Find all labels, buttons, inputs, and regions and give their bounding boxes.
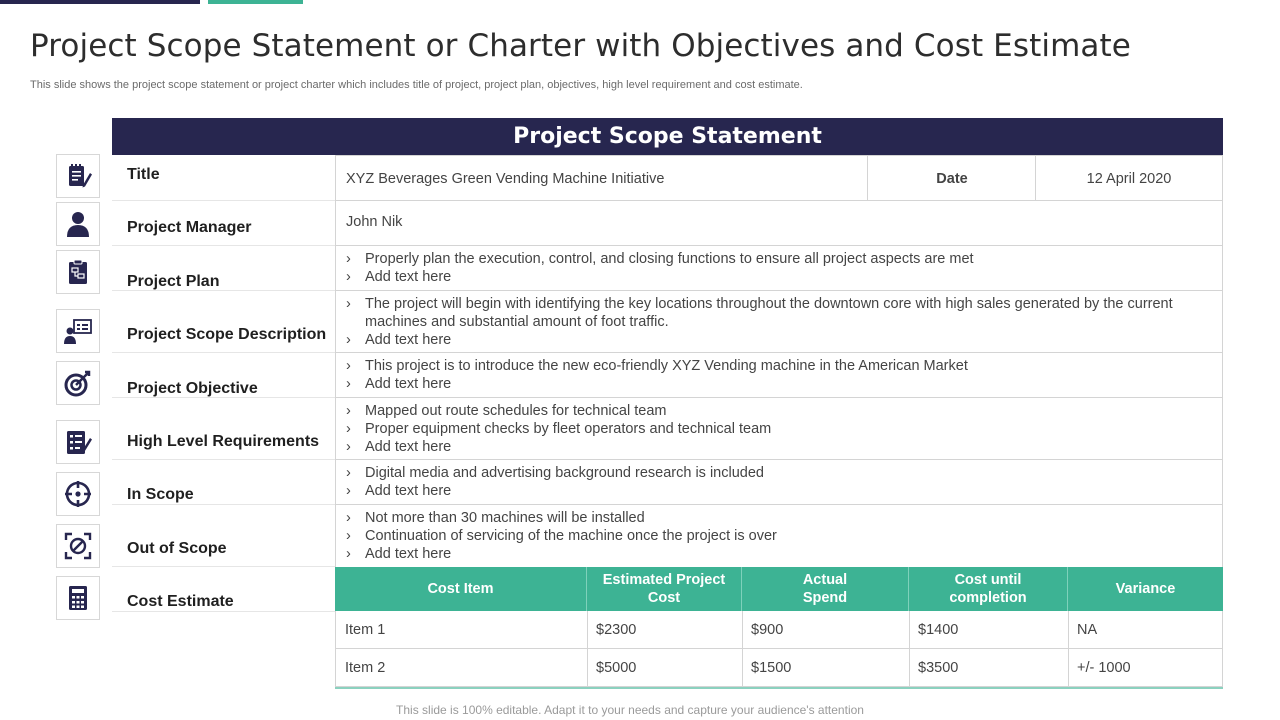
clipboard-icon [56, 250, 100, 294]
title-row [335, 155, 1223, 201]
label-divider [112, 245, 335, 246]
cost-cell: NA [1077, 621, 1098, 638]
cost-header-cell: Cost Item [427, 581, 494, 597]
top-accent-bar-teal [208, 0, 303, 4]
label-divider [112, 352, 335, 353]
list-item: › Proper equipment checks by fleet operators and technical team [346, 420, 1222, 438]
label-divider [112, 611, 335, 612]
label-divider [112, 504, 335, 505]
list-item: › Add text here [346, 331, 1192, 349]
cost-table-bottom-rule [335, 687, 1223, 689]
label-project-objective: Project Objective [127, 380, 258, 397]
date-value: 12 April 2020 [1086, 170, 1172, 187]
label-divider [112, 566, 335, 567]
objective-row [335, 352, 1223, 398]
cost-cell: Item 1 [345, 621, 386, 638]
notepad-icon [56, 154, 100, 198]
label-project-plan: Project Plan [127, 273, 220, 290]
label-divider [112, 459, 335, 460]
label-in-scope: In Scope [127, 486, 194, 503]
person-icon [56, 202, 100, 246]
label-title: Title [127, 166, 160, 183]
requirements-row [335, 397, 1223, 460]
out-of-scope-row [335, 504, 1223, 567]
cost-header-cell: Cost until completion [949, 572, 1027, 606]
cost-table-header [335, 567, 1223, 611]
label-cost-estimate: Cost Estimate [127, 593, 234, 610]
manager-row [335, 200, 1223, 246]
project-title-value: XYZ Beverages Green Vending Machine Initiative [346, 170, 665, 187]
cost-cell: $2300 [596, 621, 637, 638]
cost-cell: $1400 [918, 621, 959, 638]
list-item: › Add text here [346, 545, 1222, 563]
project-manager-value: John Nik [346, 214, 403, 230]
list-item: › Add text here [346, 375, 1222, 393]
target-icon [56, 361, 100, 405]
page-title: Project Scope Statement or Charter with Objectives and Cost Estimate [30, 28, 1131, 64]
checklist-icon [56, 420, 100, 464]
scope-description-row [335, 290, 1223, 353]
cost-cell: Item 2 [345, 659, 386, 676]
label-divider [112, 397, 335, 398]
plan-row [335, 245, 1223, 291]
top-accent-bar-navy [0, 0, 200, 4]
cost-table-row [335, 649, 1223, 687]
label-project-manager: Project Manager [127, 219, 252, 236]
cost-cell: $1500 [751, 659, 792, 676]
list-item: › Digital media and advertising background research is included [346, 464, 1222, 482]
list-item: › Mapped out route schedules for technical team [346, 402, 1222, 420]
list-item: › Add text here [346, 482, 1222, 500]
cost-cell: +/- 1000 [1077, 659, 1131, 676]
cost-header-cell: Actual Spend [802, 572, 848, 606]
cost-cell: $5000 [596, 659, 637, 676]
label-out-of-scope: Out of Scope [127, 540, 227, 557]
label-project-scope-description: Project Scope Description [127, 326, 327, 343]
table-title: Project Scope Statement [112, 118, 1223, 155]
no-entry-icon [56, 524, 100, 568]
label-high-level-requirements: High Level Requirements [127, 433, 320, 450]
presentation-icon [56, 309, 100, 353]
list-item: › Not more than 30 machines will be installed [346, 509, 1222, 527]
list-item: › Add text here [346, 438, 1222, 456]
list-item: › Add text here [346, 268, 1222, 286]
cost-table-row [335, 611, 1223, 649]
page-subtitle: This slide shows the project scope statement or project charter which includes title of project, project plan, objectives, high level requirement and cost estimate. [30, 79, 803, 91]
in-scope-row [335, 459, 1223, 505]
calculator-icon [56, 576, 100, 620]
cost-cell: $3500 [918, 659, 959, 676]
crosshair-icon [56, 472, 100, 516]
cost-header-cell: Estimated Project Cost [602, 572, 726, 606]
cost-header-cell: Variance [1115, 581, 1176, 597]
list-item: › This project is to introduce the new eco-friendly XYZ Vending machine in the American Market [346, 357, 1222, 375]
list-item: › Properly plan the execution, control, and closing functions to ensure all project aspects are met [346, 250, 1222, 268]
label-divider [112, 200, 335, 201]
date-label: Date [936, 170, 968, 187]
list-item: › The project will begin with identifying the key locations throughout the downtown core with high sales generated by the current machines and substantial amount of foot traffic. [346, 295, 1192, 331]
cost-cell: $900 [751, 621, 784, 638]
label-divider [112, 290, 335, 291]
footer-note: This slide is 100% editable. Adapt it to your needs and capture your audience's attention [396, 703, 864, 717]
list-item: › Continuation of servicing of the machine once the project is over [346, 527, 1222, 545]
